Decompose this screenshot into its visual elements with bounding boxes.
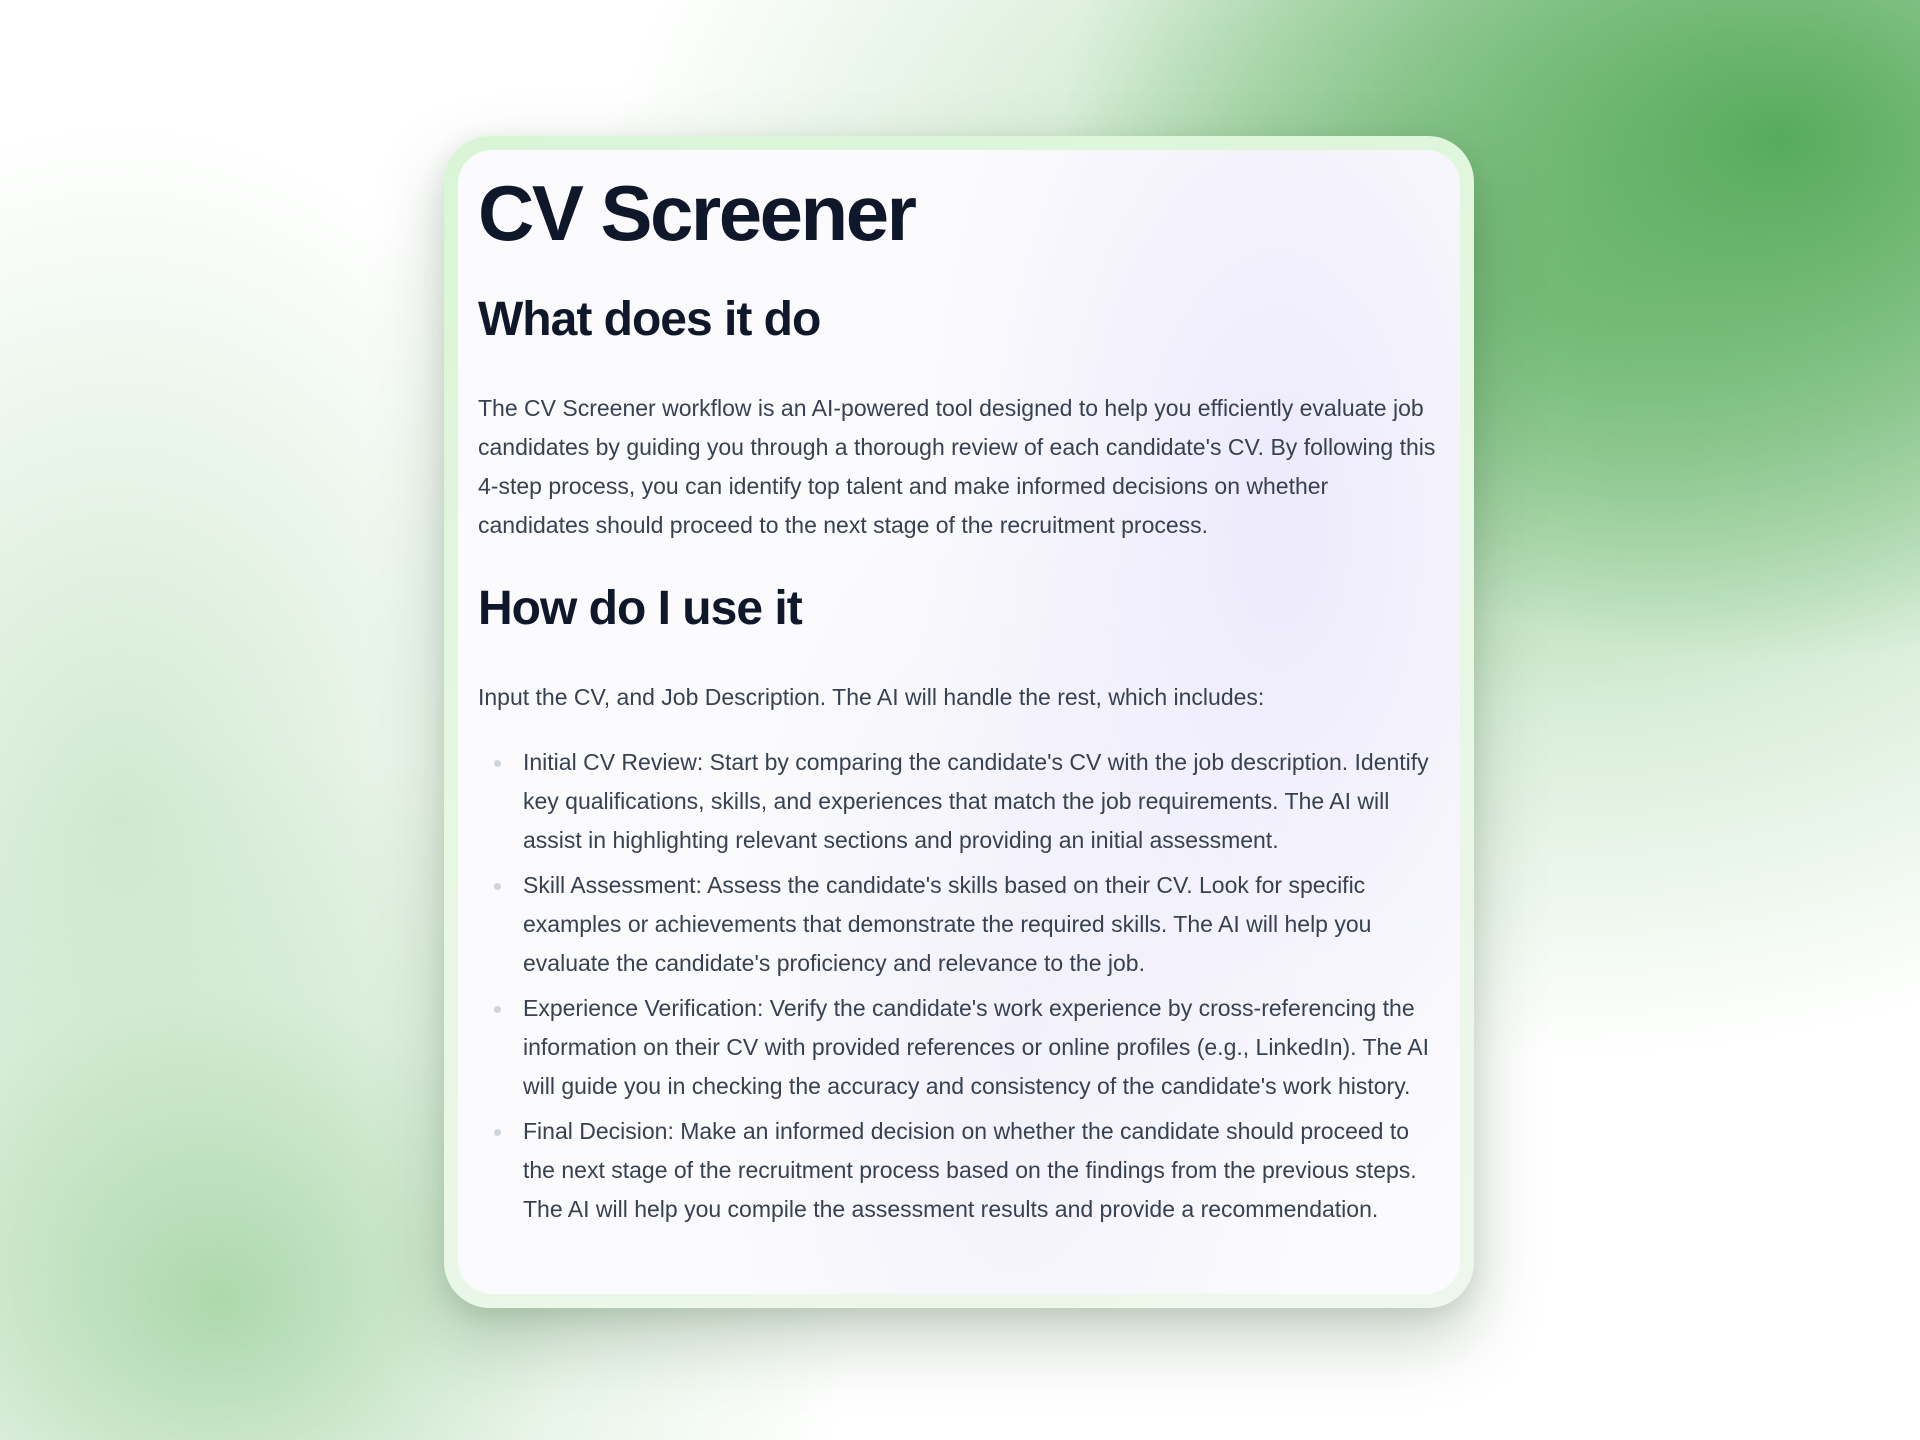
section-heading-what: What does it do [478,293,821,346]
section-paragraph-how: Input the CV, and Job Description. The AI will handle the rest, which includes: [478,683,1265,710]
page-title: CV Screener [478,169,915,257]
list-item-text: Final Decision: Make an informed decision on whether the candidate should proceed to the next stage of the recruitment process based on the findings from the previous steps. The AI will help you compile the assessment results and provide a recommendation. [523,1117,1417,1222]
list-item [523,743,1440,860]
bullet-icon [494,1006,501,1013]
card-frame [444,136,1474,1308]
card-content [478,170,1440,1235]
bullet-icon [494,760,501,767]
section-paragraph-what: The CV Screener workflow is an AI-powered tool designed to help you efficiently evaluate job candidates by guiding you through a thorough review of each candidate's CV. By following this 4-step process, you can identify top talent and make informed decisions on whether candidates should proceed to the next stage of the recruitment process. [478,394,1436,538]
content-card [458,150,1460,1294]
list-item [523,1112,1440,1229]
list-item [523,989,1440,1106]
list-item-text: Skill Assessment: Assess the candidate's skills based on their CV. Look for specific examples or achievements that demonstrate the required skills. The AI will help you evaluate the candidate's proficiency and relevance to the job. [523,871,1372,976]
bullet-icon [494,1129,501,1136]
list-item [523,866,1440,983]
steps-list [478,743,1440,1229]
list-item-text: Experience Verification: Verify the candidate's work experience by cross-referencing the information on their CV with provided references or online profiles (e.g., LinkedIn). The AI will guide you in checking the accuracy and consistency of the candidate's work history. [523,994,1429,1099]
section-heading-how: How do I use it [478,581,802,635]
list-item-text: Initial CV Review: Start by comparing the candidate's CV with the job description. Identify key qualifications, skills, and experiences that match the job requirements. The AI will assist in highlighting relevant sections and providing an initial assessment. [523,748,1429,853]
bullet-icon [494,883,501,890]
